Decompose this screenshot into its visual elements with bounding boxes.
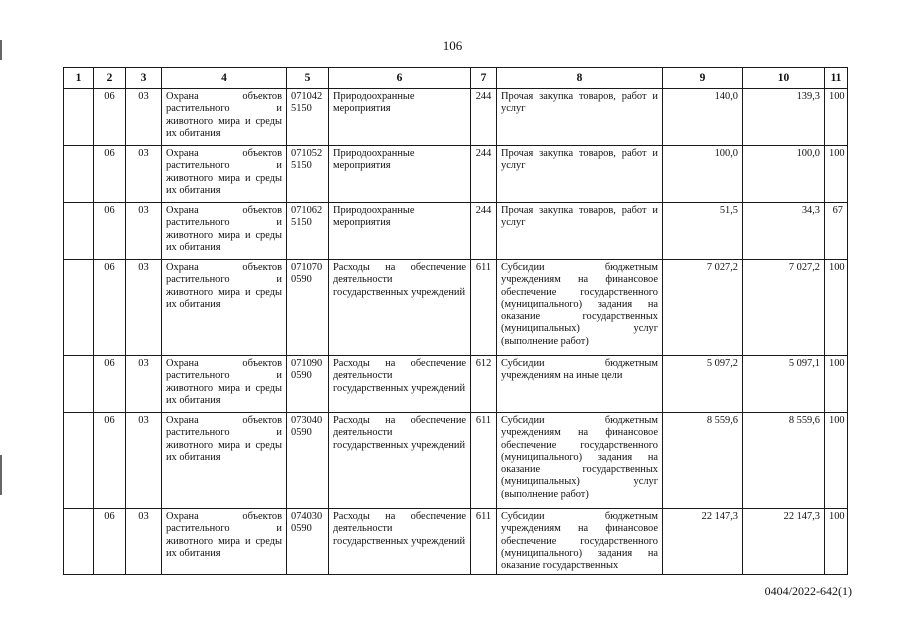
table-row [64, 356, 848, 413]
planned-amount-cell: 5 097,2 [663, 356, 743, 413]
expense-type-code-cell: 244 [471, 89, 497, 146]
target-article-cell: 0730400590 [287, 413, 329, 509]
expense-type-name-cell: Субсидии бюджетным учреждениям на финансовое обеспечение государственного (муниципального) задания на оказание государственных (муниципальных) услуг (выполнение работ) [497, 413, 663, 509]
expense-type-name-cell: Прочая закупка товаров, работ и услуг [497, 89, 663, 146]
row-number-cell [64, 203, 94, 260]
table-row [64, 203, 848, 260]
row-number-cell [64, 356, 94, 413]
target-article-cell: 0710425150 [287, 89, 329, 146]
row-number-cell [64, 89, 94, 146]
target-article-cell: 0740300590 [287, 509, 329, 575]
row-number-cell [64, 260, 94, 356]
target-article-cell: 0710525150 [287, 146, 329, 203]
subsection-code-cell: 03 [126, 413, 162, 509]
table-header-row [64, 68, 848, 89]
column-header: 8 [497, 68, 663, 89]
expense-type-code-cell: 611 [471, 260, 497, 356]
expense-type-code-cell: 244 [471, 146, 497, 203]
expense-type-code-cell: 611 [471, 509, 497, 575]
executed-amount-cell: 139,3 [743, 89, 825, 146]
subsection-name-cell: Охрана объектов растительного и животного мира и среды их обитания [162, 509, 287, 575]
expense-type-code-cell: 612 [471, 356, 497, 413]
section-code-cell: 06 [94, 413, 126, 509]
planned-amount-cell: 7 027,2 [663, 260, 743, 356]
table-row [64, 260, 848, 356]
executed-amount-cell: 22 147,3 [743, 509, 825, 575]
expense-type-name-cell: Субсидии бюджетным учреждениям на финансовое обеспечение государственного (муниципального) задания на оказание государственных [497, 509, 663, 575]
subsection-code-cell: 03 [126, 260, 162, 356]
row-number-cell [64, 413, 94, 509]
subsection-name-cell: Охрана объектов растительного и животного мира и среды их обитания [162, 260, 287, 356]
expense-type-name-cell: Субсидии бюджетным учреждениям на финансовое обеспечение государственного (муниципального) задания на оказание государственных (муниципальных) услуг (выполнение работ) [497, 260, 663, 356]
subsection-code-cell: 03 [126, 509, 162, 575]
target-article-cell: 0710700590 [287, 260, 329, 356]
execution-percent-cell: 100 [825, 260, 848, 356]
subsection-name-cell: Охрана объектов растительного и животного мира и среды их обитания [162, 89, 287, 146]
column-header: 1 [64, 68, 94, 89]
execution-percent-cell: 100 [825, 356, 848, 413]
subsection-name-cell: Охрана объектов растительного и животного мира и среды их обитания [162, 356, 287, 413]
execution-percent-cell: 67 [825, 203, 848, 260]
target-article-name-cell: Расходы на обеспечение деятельности государственных учреждений [329, 509, 471, 575]
executed-amount-cell: 5 097,1 [743, 356, 825, 413]
section-code-cell: 06 [94, 203, 126, 260]
section-code-cell: 06 [94, 146, 126, 203]
scan-edge-mark [0, 455, 2, 495]
subsection-code-cell: 03 [126, 203, 162, 260]
column-header: 4 [162, 68, 287, 89]
budget-table [63, 67, 848, 575]
table-row [64, 146, 848, 203]
column-header: 7 [471, 68, 497, 89]
planned-amount-cell: 100,0 [663, 146, 743, 203]
planned-amount-cell: 51,5 [663, 203, 743, 260]
row-number-cell [64, 509, 94, 575]
execution-percent-cell: 100 [825, 413, 848, 509]
executed-amount-cell: 7 027,2 [743, 260, 825, 356]
target-article-name-cell: Природоохранные мероприятия [329, 89, 471, 146]
expense-type-name-cell: Субсидии бюджетным учреждениям на иные цели [497, 356, 663, 413]
page-number: 106 [442, 38, 463, 53]
section-code-cell: 06 [94, 260, 126, 356]
target-article-name-cell: Расходы на обеспечение деятельности государственных учреждений [329, 356, 471, 413]
subsection-code-cell: 03 [126, 146, 162, 203]
executed-amount-cell: 100,0 [743, 146, 825, 203]
table-row [64, 413, 848, 509]
execution-percent-cell: 100 [825, 146, 848, 203]
executed-amount-cell: 8 559,6 [743, 413, 825, 509]
executed-amount-cell: 34,3 [743, 203, 825, 260]
section-code-cell: 06 [94, 509, 126, 575]
target-article-cell: 0710900590 [287, 356, 329, 413]
execution-percent-cell: 100 [825, 509, 848, 575]
planned-amount-cell: 140,0 [663, 89, 743, 146]
table-row [64, 509, 848, 575]
subsection-name-cell: Охрана объектов растительного и животного мира и среды их обитания [162, 203, 287, 260]
target-article-cell: 0710625150 [287, 203, 329, 260]
execution-percent-cell: 100 [825, 89, 848, 146]
section-code-cell: 06 [94, 356, 126, 413]
planned-amount-cell: 22 147,3 [663, 509, 743, 575]
expense-type-name-cell: Прочая закупка товаров, работ и услуг [497, 203, 663, 260]
subsection-name-cell: Охрана объектов растительного и животного мира и среды их обитания [162, 146, 287, 203]
column-header: 2 [94, 68, 126, 89]
document-code: 0404/2022-642(1) [764, 584, 852, 598]
target-article-name-cell: Природоохранные мероприятия [329, 146, 471, 203]
expense-type-code-cell: 244 [471, 203, 497, 260]
subsection-name-cell: Охрана объектов растительного и животного мира и среды их обитания [162, 413, 287, 509]
column-header: 10 [743, 68, 825, 89]
column-header: 5 [287, 68, 329, 89]
planned-amount-cell: 8 559,6 [663, 413, 743, 509]
target-article-name-cell: Расходы на обеспечение деятельности государственных учреждений [329, 413, 471, 509]
subsection-code-cell: 03 [126, 89, 162, 146]
row-number-cell [64, 146, 94, 203]
column-header: 6 [329, 68, 471, 89]
expense-type-code-cell: 611 [471, 413, 497, 509]
target-article-name-cell: Природоохранные мероприятия [329, 203, 471, 260]
table-row [64, 89, 848, 146]
section-code-cell: 06 [94, 89, 126, 146]
target-article-name-cell: Расходы на обеспечение деятельности государственных учреждений [329, 260, 471, 356]
subsection-code-cell: 03 [126, 356, 162, 413]
column-header: 3 [126, 68, 162, 89]
column-header: 11 [825, 68, 848, 89]
expense-type-name-cell: Прочая закупка товаров, работ и услуг [497, 146, 663, 203]
column-header: 9 [663, 68, 743, 89]
